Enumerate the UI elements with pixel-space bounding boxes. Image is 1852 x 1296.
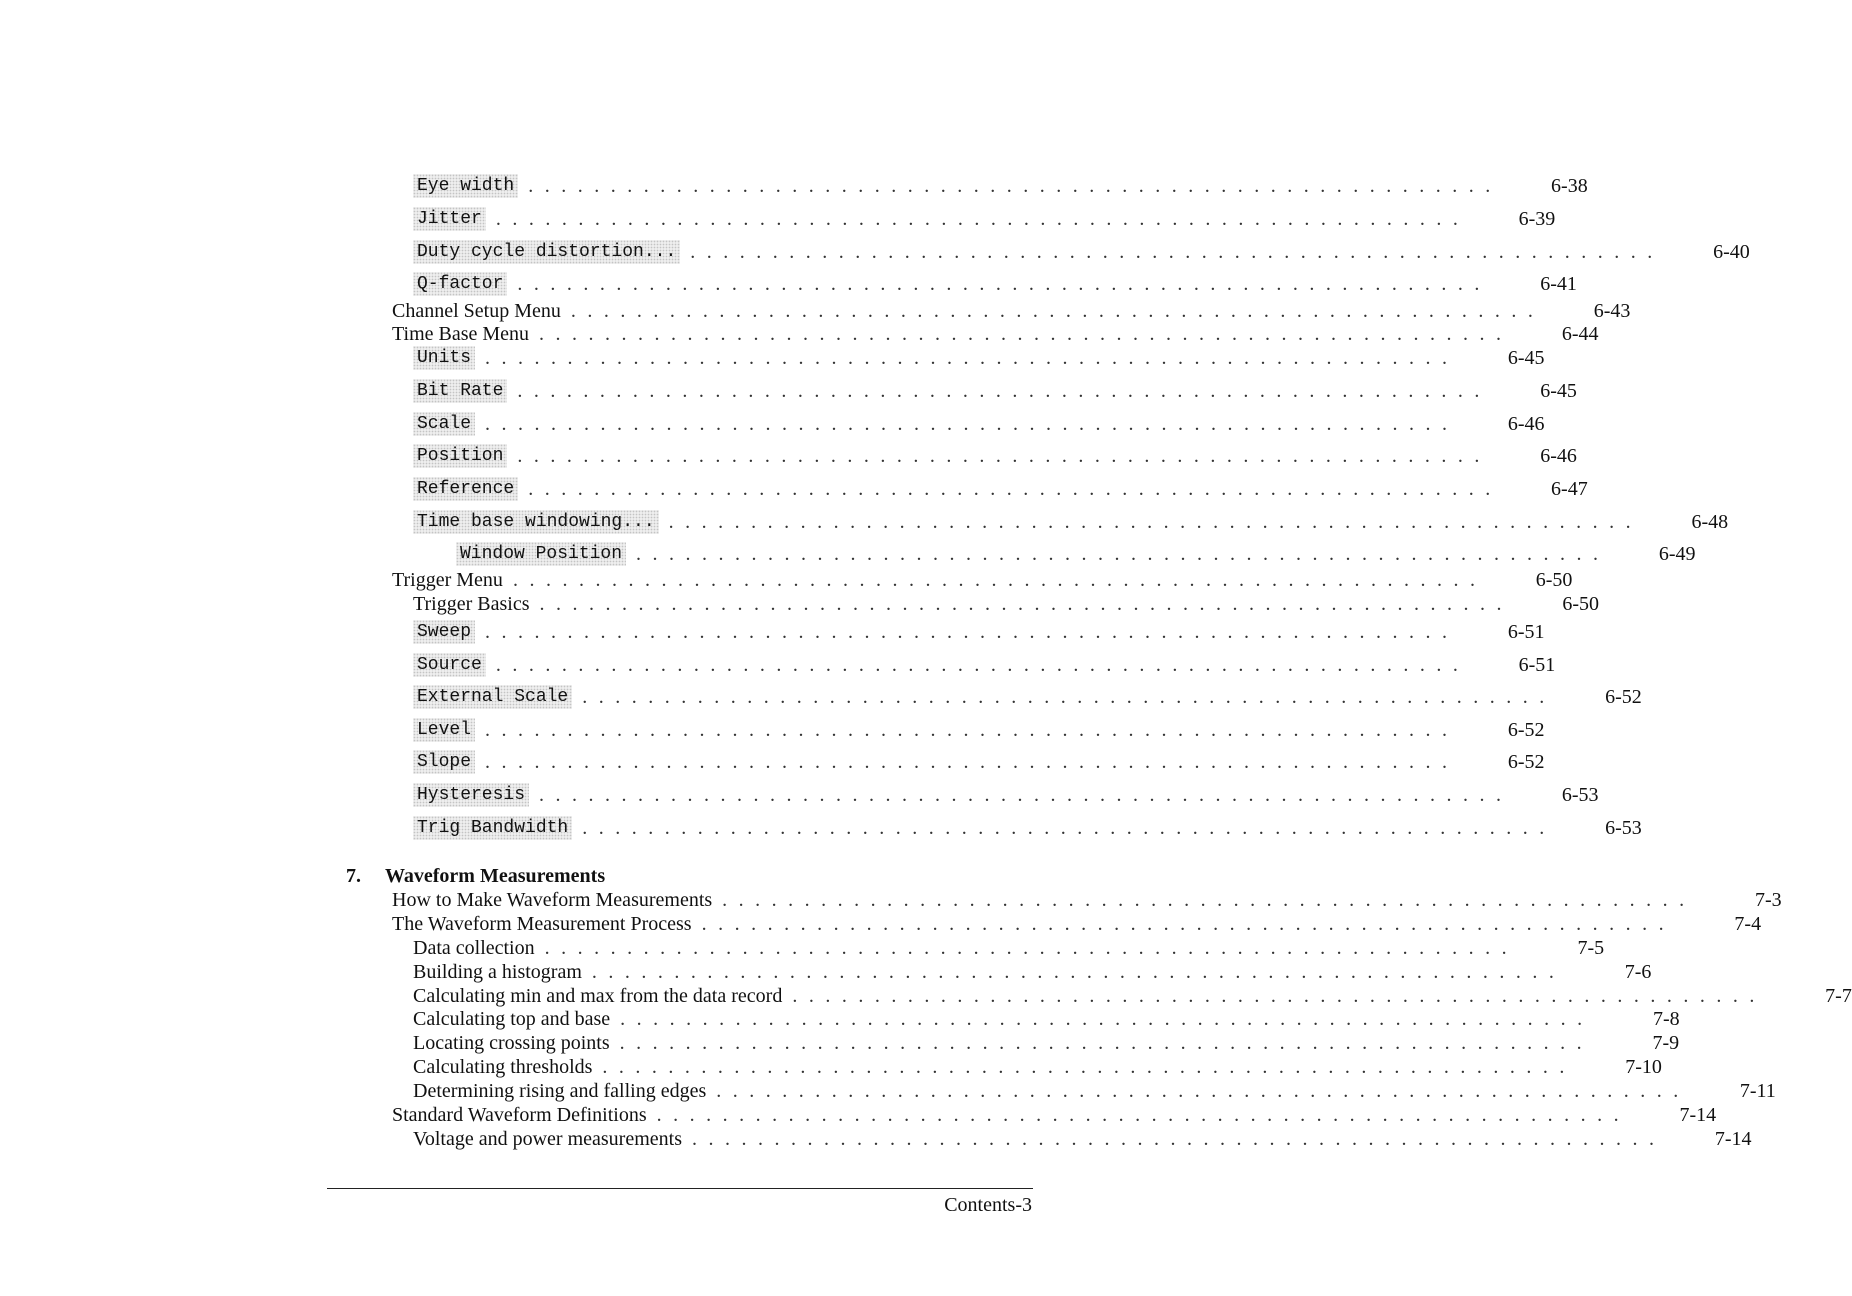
footer-rule (327, 1188, 1033, 1189)
dot-leader: ........................................................... (539, 783, 1513, 806)
toc-entry-label: Trigger Basics (413, 592, 530, 615)
dot-leader: ........................................................... (582, 816, 1556, 839)
toc-entry-page: 6-40 (1713, 240, 1750, 263)
toc-entry-page: 6-50 (1562, 592, 1599, 615)
toc-entry (413, 1055, 1662, 1079)
toc-entry-label: How to Make Waveform Measurements (392, 888, 713, 911)
dot-leader: ........................................................... (722, 888, 1696, 911)
dot-leader: ........................................................... (485, 412, 1459, 435)
dot-leader: ........................................................... (570, 299, 1545, 322)
toc-entry (413, 783, 1599, 807)
dot-leader: ........................................................... (517, 379, 1491, 402)
dot-leader: ........................................................... (591, 960, 1566, 983)
toc-entry (456, 542, 1696, 566)
toc-entry (413, 346, 1545, 370)
toc-entry-label: Level (413, 718, 475, 742)
chapter-heading (346, 864, 605, 888)
toc-entry-label: The Waveform Measurement Process (392, 912, 692, 935)
toc-entry (413, 960, 1652, 984)
toc-entry (413, 620, 1545, 644)
toc-entry (413, 592, 1599, 616)
dot-leader: ........................................................... (539, 322, 1513, 345)
toc-entry (413, 750, 1545, 774)
toc-entry-label: Trigger Menu (392, 568, 503, 591)
dot-leader: ........................................................... (485, 346, 1459, 369)
toc-entry-label: Units (413, 346, 475, 370)
toc-entry-page: 7-11 (1739, 1079, 1776, 1102)
toc-entry-page: 7-9 (1652, 1031, 1680, 1054)
toc-entry (392, 888, 1782, 912)
toc-entry-page: 7-14 (1714, 1127, 1752, 1150)
toc-entry-page: 6-52 (1605, 685, 1642, 708)
toc-entry-label: Bit Rate (413, 379, 507, 403)
toc-entry (413, 816, 1642, 840)
dot-leader: ........................................................... (517, 272, 1491, 295)
toc-entry-page: 6-45 (1540, 379, 1577, 402)
toc-entry-page: 6-45 (1507, 346, 1545, 369)
toc-entry (413, 444, 1577, 468)
page-footer: Contents-3 (944, 1194, 1032, 1216)
toc-entry (413, 477, 1588, 501)
toc-entry-page: 6-48 (1691, 510, 1729, 533)
toc-entry (392, 1103, 1717, 1127)
toc-entry-label: Calculating top and base (413, 1007, 611, 1030)
toc-entry (413, 718, 1545, 742)
dot-leader: ........................................................... (716, 1079, 1690, 1102)
toc-entry-page: 7-10 (1625, 1055, 1662, 1078)
dot-leader: ........................................................... (485, 620, 1459, 643)
toc-entry-page: 6-46 (1540, 444, 1577, 467)
toc-entry (413, 272, 1577, 296)
dot-leader: ........................................................... (701, 912, 1676, 935)
toc-entry-label: Time base windowing... (413, 510, 659, 534)
chapter-title: Waveform Measurements (385, 864, 606, 887)
toc-entry-label: Building a histogram (413, 960, 582, 983)
toc-entry-page: 6-52 (1507, 750, 1545, 773)
dot-leader: ........................................................... (512, 568, 1487, 591)
toc-entry-page: 6-38 (1551, 174, 1588, 197)
dot-leader: ........................................................... (517, 444, 1491, 467)
toc-entry-page: 7-4 (1734, 912, 1762, 935)
toc-entry (413, 984, 1852, 1008)
toc-entry-label: Standard Waveform Definitions (392, 1103, 647, 1126)
toc-entry (413, 412, 1545, 436)
toc-entry (413, 653, 1556, 677)
toc-entry-page: 6-50 (1535, 568, 1573, 591)
toc-entry (413, 685, 1642, 709)
toc-entry (413, 240, 1750, 264)
dot-leader: ........................................................... (692, 1127, 1666, 1150)
toc-entry-page: 6-53 (1605, 816, 1642, 839)
toc-entry-label: Time Base Menu (392, 322, 530, 345)
toc-entry-label: Slope (413, 750, 475, 774)
toc-entry-label: Scale (413, 412, 475, 436)
toc-entry-label: Calculating thresholds (413, 1055, 593, 1078)
toc-entry-label: Source (413, 653, 486, 677)
dot-leader: ........................................................... (690, 240, 1664, 263)
toc-entry-page: 7-7 (1825, 984, 1852, 1007)
toc-entry (413, 1031, 1680, 1055)
dot-leader: ........................................................... (619, 1031, 1594, 1054)
toc-entry (392, 299, 1631, 323)
chapter-number: 7. (346, 864, 361, 887)
toc-entry-label: Locating crossing points (413, 1031, 610, 1054)
dot-leader: ........................................................... (620, 1007, 1594, 1030)
toc-entry (392, 322, 1599, 346)
toc-entry-page: 6-39 (1518, 207, 1556, 230)
toc-entry (413, 174, 1588, 198)
toc-entry-label: Duty cycle distortion... (413, 240, 680, 264)
dot-leader: ........................................................... (528, 477, 1502, 500)
toc-entry-label: Data collection (413, 936, 535, 959)
toc-entry-page: 6-49 (1658, 542, 1696, 565)
toc-entry-page: 6-53 (1561, 783, 1599, 806)
toc-entry-page: 7-6 (1624, 960, 1652, 983)
toc-entry-page: 6-43 (1593, 299, 1631, 322)
toc-entry-label: Jitter (413, 207, 486, 231)
toc-entry (413, 936, 1605, 960)
dot-leader: ........................................................... (544, 936, 1519, 959)
dot-leader: ........................................................... (582, 685, 1556, 708)
toc-entry-label: Calculating min and max from the data record (413, 984, 783, 1007)
toc-entry-label: Window Position (456, 542, 626, 566)
toc-entry (392, 568, 1573, 592)
toc-entry-page: 7-3 (1754, 888, 1782, 911)
dot-leader: ........................................................... (528, 174, 1502, 197)
toc-entry-page: 7-14 (1679, 1103, 1717, 1126)
toc-entry (413, 207, 1556, 231)
dot-leader: ........................................................... (656, 1103, 1631, 1126)
toc-entry-page: 7-8 (1653, 1007, 1680, 1030)
toc-entry-label: Voltage and power measurements (413, 1127, 682, 1150)
dot-leader: ........................................................... (602, 1055, 1576, 1078)
toc-entry-label: Reference (413, 477, 518, 501)
toc-entry-page: 6-47 (1551, 477, 1588, 500)
toc-entry-label: Hysteresis (413, 783, 529, 807)
toc-entry-page: 6-51 (1518, 653, 1556, 676)
toc-entry-page: 6-52 (1507, 718, 1545, 741)
dot-leader: ........................................................... (485, 750, 1459, 773)
toc-entry (413, 1007, 1680, 1031)
toc-entry-page: 6-46 (1507, 412, 1545, 435)
toc-entry-page: 6-51 (1507, 620, 1545, 643)
dot-leader: ........................................................... (485, 718, 1459, 741)
toc-entry (413, 1079, 1776, 1103)
toc-entry-label: External Scale (413, 685, 572, 709)
toc-entry-label: Eye width (413, 174, 518, 198)
dot-leader: ........................................................... (792, 984, 1766, 1007)
toc-entry-label: Channel Setup Menu (392, 299, 561, 322)
toc-entry-page: 6-41 (1540, 272, 1577, 295)
dot-leader: ........................................................... (495, 653, 1470, 676)
toc-entry (413, 1127, 1752, 1151)
toc-entry-page: 6-44 (1561, 322, 1599, 345)
toc-entry-label: Position (413, 444, 507, 468)
dot-leader: ........................................................... (668, 510, 1643, 533)
toc-entry-label: Determining rising and falling edges (413, 1079, 707, 1102)
toc-entry-label: Trig Bandwidth (413, 816, 572, 840)
dot-leader: ........................................................... (495, 207, 1470, 230)
toc-entry-label: Sweep (413, 620, 475, 644)
toc-entry-page: 7-5 (1577, 936, 1605, 959)
toc-entry-label: Q-factor (413, 272, 507, 296)
dot-leader: ........................................................... (636, 542, 1610, 565)
toc-entry (413, 510, 1729, 534)
toc-entry (392, 912, 1762, 936)
toc-entry (413, 379, 1577, 403)
dot-leader: ........................................................... (539, 592, 1513, 615)
